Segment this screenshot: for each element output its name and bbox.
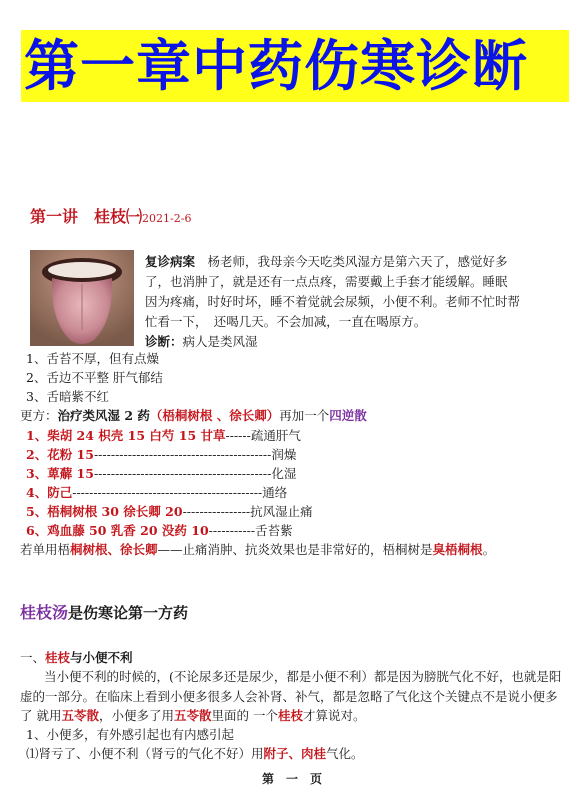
paragraph-line-4: 1、小便多，有外感引起也有内感引起 bbox=[26, 727, 234, 742]
p3c: ，小便多了用 bbox=[99, 708, 175, 723]
sub-rest: 与小便不利 bbox=[70, 650, 133, 665]
p5a: ⑴肾亏了、小便不利（肾亏的气化不好）用 bbox=[26, 746, 264, 761]
prescription-row bbox=[26, 521, 293, 539]
rx-number: 4、 bbox=[26, 485, 48, 500]
rx-number: 2、 bbox=[26, 447, 48, 462]
case-block bbox=[145, 252, 565, 352]
rx-dashes: ---------------- bbox=[182, 504, 251, 519]
tongue-photo bbox=[30, 250, 134, 346]
rx-effect: 润燥 bbox=[271, 447, 297, 462]
note-a: 若单用梧 bbox=[20, 542, 71, 557]
rx-effect: 舌苔紫 bbox=[255, 523, 293, 538]
p3b: 五苓散 bbox=[61, 708, 99, 723]
case-text-3: 因为疼痛，时好时坏，睡不着觉就会尿频，小便不利。老师不忙时帮 bbox=[145, 294, 521, 309]
observation-2: 2、舌边不平整 肝气郁结 bbox=[26, 370, 163, 385]
observation-3: 3、舌暗紫不红 bbox=[26, 389, 109, 404]
section-rest: 是伤寒论第一方药 bbox=[68, 604, 189, 622]
prescription-row bbox=[26, 426, 301, 444]
note-b: 桐树根、徐长卿 bbox=[70, 542, 158, 557]
rx-dashes: --------------------------------------------- bbox=[72, 485, 263, 500]
rx-effect: 化湿 bbox=[271, 466, 297, 481]
section-name: 桂枝汤 bbox=[20, 603, 69, 622]
rx-number: 5、 bbox=[26, 504, 48, 519]
rx-effect: 疏通肝气 bbox=[250, 428, 301, 443]
rx-dashes: ------ bbox=[225, 428, 251, 443]
diagnosis-label: 诊断： bbox=[145, 334, 183, 349]
rx-number: 3、 bbox=[26, 466, 48, 481]
rx-dashes: ------------------------------------------ bbox=[93, 447, 272, 462]
formula-line bbox=[20, 406, 367, 424]
prescription-row bbox=[26, 445, 296, 463]
case-text-1: 杨老师，我母亲今天吃类风湿方是第六天了，感觉好多 bbox=[207, 254, 508, 269]
rx-dashes: ----------- bbox=[208, 523, 256, 538]
case-text-2: 了，也消肿了，就是还有一点点疼，需要戴上手套才能缓解。睡眠 bbox=[145, 274, 508, 289]
subsection-heading bbox=[20, 648, 133, 666]
rx-herb: 柴胡 24 枳壳 15 白芍 15 甘草 bbox=[47, 428, 226, 443]
lecture-label: 第一讲 桂枝㈠ bbox=[30, 207, 143, 226]
formula-name: 治疗类风湿 2 药 bbox=[57, 408, 150, 423]
p3a: 了 就用 bbox=[20, 708, 62, 723]
p3d: 五苓散 bbox=[174, 708, 212, 723]
paragraph-line-3 bbox=[20, 706, 568, 726]
section-heading bbox=[20, 600, 188, 623]
rx-herb: 防己 bbox=[47, 485, 73, 500]
p5c: 气化。 bbox=[326, 746, 364, 761]
page-title: 第一章中药伤寒诊断 bbox=[24, 34, 529, 98]
sub-name: 桂枝 bbox=[45, 650, 71, 665]
sub-prefix: 一、 bbox=[20, 650, 46, 665]
prescription-row bbox=[26, 464, 296, 482]
rx-herb: 鸡血藤 50 乳香 20 没药 10 bbox=[47, 523, 209, 538]
note-line bbox=[20, 540, 495, 558]
rx-number: 6、 bbox=[26, 523, 48, 538]
page-number: 第 一 页 bbox=[261, 772, 322, 786]
lecture-date: 2021-2-6 bbox=[142, 212, 192, 225]
p3g: 才算说对。 bbox=[303, 708, 366, 723]
paragraph-line-1: 当小便不利的时候的，(不论尿多还是尿少，都是小便不利）都是因为膀胱气化不好，也就是阳 bbox=[44, 669, 562, 684]
rx-herb: 花粉 15 bbox=[47, 447, 94, 462]
note-d: 臭梧桐根 bbox=[432, 542, 483, 557]
rx-dashes: ------------------------------------------ bbox=[93, 466, 272, 481]
formula-mid: 再加一个 bbox=[279, 408, 330, 423]
formula-addition: 四逆散 bbox=[329, 408, 367, 423]
diagnosis-text: 病人是类风湿 bbox=[182, 334, 258, 349]
rx-number: 1、 bbox=[26, 428, 48, 443]
p5b: 附子、肉桂 bbox=[263, 746, 327, 761]
case-heading: 复诊病案 bbox=[145, 254, 196, 269]
title-banner bbox=[21, 30, 569, 102]
p3f: 桂枝 bbox=[278, 708, 304, 723]
paragraph-line-5 bbox=[26, 744, 574, 764]
formula-prefix: 更方： bbox=[20, 408, 58, 423]
rx-herb: 萆薢 15 bbox=[47, 466, 94, 481]
case-text-4: 忙看一下， 还喝几天。不会加减，一直在喝原方。 bbox=[145, 314, 427, 329]
formula-herbs: （梧桐树根 、徐长卿） bbox=[149, 408, 280, 423]
observation-1: 1、舌苔不厚，但有点燥 bbox=[26, 351, 159, 366]
rx-effect: 通络 bbox=[262, 485, 288, 500]
note-e: 。 bbox=[482, 542, 496, 557]
note-c: ——止痛消肿、抗炎效果也是非常好的，梧桐树是 bbox=[157, 542, 433, 557]
prescription-row bbox=[26, 483, 287, 501]
prescription-row bbox=[26, 502, 313, 520]
rx-effect: 抗风湿止痛 bbox=[250, 504, 313, 519]
lecture-heading bbox=[30, 204, 191, 227]
paragraph-line-2: 虚的一部分。在临床上看到小便多很多人会补肾、补气，都是忽略了气化这个关键点不是说小便多 bbox=[20, 689, 558, 704]
rx-herb: 梧桐树根 30 徐长卿 20 bbox=[47, 504, 183, 519]
p3e: 里面的 一个 bbox=[211, 708, 279, 723]
